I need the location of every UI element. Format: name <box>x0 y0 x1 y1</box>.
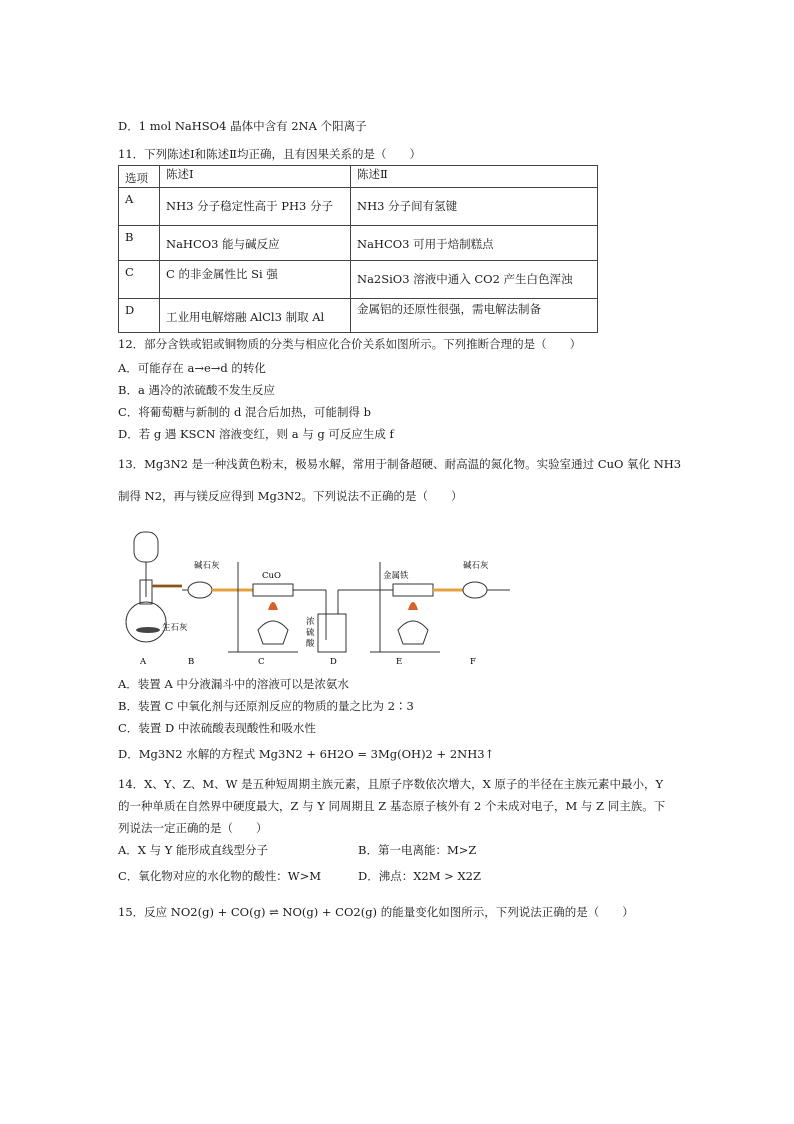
q11-table <box>118 165 598 333</box>
round-bottom-flask <box>126 602 166 642</box>
q12-option-b: B．a 遇冷的浓硫酸不发生反应 <box>118 383 275 397</box>
alcohol-lamp-c <box>258 621 288 644</box>
q14-option-c: C．氧化物对应的水化物的酸性：W>M <box>118 869 322 883</box>
row-option: D <box>119 299 160 333</box>
q12-option-d: D．若 g 遇 KSCN 溶液变红，则 a 与 g 可反应生成 f <box>118 427 394 441</box>
row-statement-1: 工业用电解熔融 AlCl3 制取 Al <box>166 310 325 324</box>
q12-stem: 12．部分含铁或铝或铜物质的分类与相应化合价关系如图所示。下列推断合理的是（ ） <box>118 337 582 351</box>
header-option: 选项 <box>119 166 160 188</box>
row-option: B <box>119 226 160 261</box>
q12-option-a: A．可能存在 a→e→d 的转化 <box>118 361 266 375</box>
row-option: A <box>119 188 160 226</box>
q11-stem: 11．下列陈述Ⅰ和陈述Ⅱ均正确，且有因果关系的是（ ） <box>118 147 421 161</box>
label-b: B <box>188 657 195 667</box>
table-row <box>119 261 598 299</box>
row-statement-1: NH3 分子稳定性高于 PH3 分子 <box>166 199 333 213</box>
table-header-row <box>119 166 598 188</box>
row-option: C <box>119 261 160 299</box>
q13-stem-line2: 制得 N2，再与镁反应得到 Mg3N2。下列说法不正确的是（ ） <box>118 489 463 503</box>
flame-e <box>408 602 418 610</box>
row-statement-2: Na2SiO3 溶液中通入 CO2 产生白色浑浊 <box>357 272 573 286</box>
label-soda-lime-1: 碱石灰 <box>194 561 220 571</box>
q14-option-b: B．第一电离能：M>Z <box>358 843 477 857</box>
label-quicklime: 生石灰 <box>162 623 188 633</box>
q14-stem-line3: 列说法一定正确的是（ ） <box>118 821 268 835</box>
table-row <box>119 188 598 226</box>
label-f: F <box>470 657 476 667</box>
experiment-apparatus-diagram <box>118 522 518 667</box>
header-statement-2: 陈述Ⅱ <box>351 166 598 188</box>
q13-option-c: C．装置 D 中浓硫酸表现酸性和吸水性 <box>118 721 316 735</box>
row-statement-1: NaHCO3 能与碱反应 <box>166 237 280 251</box>
row-statement-2: NaHCO3 可用于焙制糕点 <box>357 237 494 251</box>
drying-tube-f <box>463 582 487 598</box>
table-row <box>119 299 598 333</box>
header-statement-1: 陈述Ⅰ <box>160 166 351 188</box>
reaction-tube-c <box>253 584 293 596</box>
label-e: E <box>396 657 403 667</box>
label-c: C <box>258 657 265 667</box>
flame-c <box>268 602 278 610</box>
label-a: A <box>140 657 147 667</box>
q14-stem-line2: 的一种单质在自然界中硬度最大，Z 与 Y 同周期且 Z 基态原子核外有 2 个未成对电子，M 与 Z 同主族。下 <box>118 799 666 813</box>
q14-option-d: D．沸点：X2M > X2Z <box>358 869 481 883</box>
dropping-funnel <box>134 532 158 562</box>
label-soda-lime-2: 碱石灰 <box>463 561 489 571</box>
label-acid-2: 硫 <box>306 628 315 638</box>
label-cuo: CuO <box>262 571 281 581</box>
label-acid-3: 酸 <box>306 639 315 649</box>
table-row <box>119 226 598 261</box>
q14-option-a: A．X 与 Y 能形成直线型分子 <box>118 843 269 857</box>
row-statement-2: 金属铝的还原性很强，需电解法制备 <box>357 302 541 316</box>
alcohol-lamp-e <box>398 621 428 644</box>
q12-option-c: C．将葡萄糖与新制的 d 混合后加热，可能制得 b <box>118 405 371 419</box>
label-metal-iron: 金属铁 <box>383 571 409 581</box>
q13-option-a: A．装置 A 中分液漏斗中的溶液可以是浓氨水 <box>118 677 349 691</box>
q15-stem: 15．反应 NO2(g) + CO(g) ⇌ NO(g) + CO2(g) 的能量变化如图所示，下列说法正确的是（ ） <box>118 905 634 919</box>
drying-tube-b <box>188 582 212 598</box>
row-statement-2: NH3 分子间有氢键 <box>357 199 458 213</box>
reaction-tube-e <box>393 584 433 596</box>
q14-stem-line1: 14．X、Y、Z、M、W 是五种短周期主族元素，且原子序数依次增大，X 原子的半径在主族元素中最小，Y <box>118 777 664 791</box>
row-statement-1: C 的非金属性比 Si 强 <box>166 267 278 281</box>
q13-option-d: D．Mg3N2 水解的方程式 Mg3N2 + 6H2O = 3Mg(OH)2 + 2NH3↑ <box>118 747 495 761</box>
q13-option-b: B．装置 C 中氧化剂与还原剂反应的物质的量之比为 2∶3 <box>118 699 414 713</box>
q13-stem-line1: 13．Mg3N2 是一种浅黄色粉末，极易水解，常用于制备超硬、耐高温的氮化物。实验室通过 CuO 氧化 NH3 <box>118 457 682 471</box>
label-acid-1: 浓 <box>306 617 315 627</box>
quicklime-solid <box>136 627 160 633</box>
q10-option-d: D．1 mol NaHSO4 晶体中含有 2NA 个阳离子 <box>118 119 367 133</box>
wash-bottle-d <box>318 614 346 652</box>
label-d: D <box>330 657 337 667</box>
